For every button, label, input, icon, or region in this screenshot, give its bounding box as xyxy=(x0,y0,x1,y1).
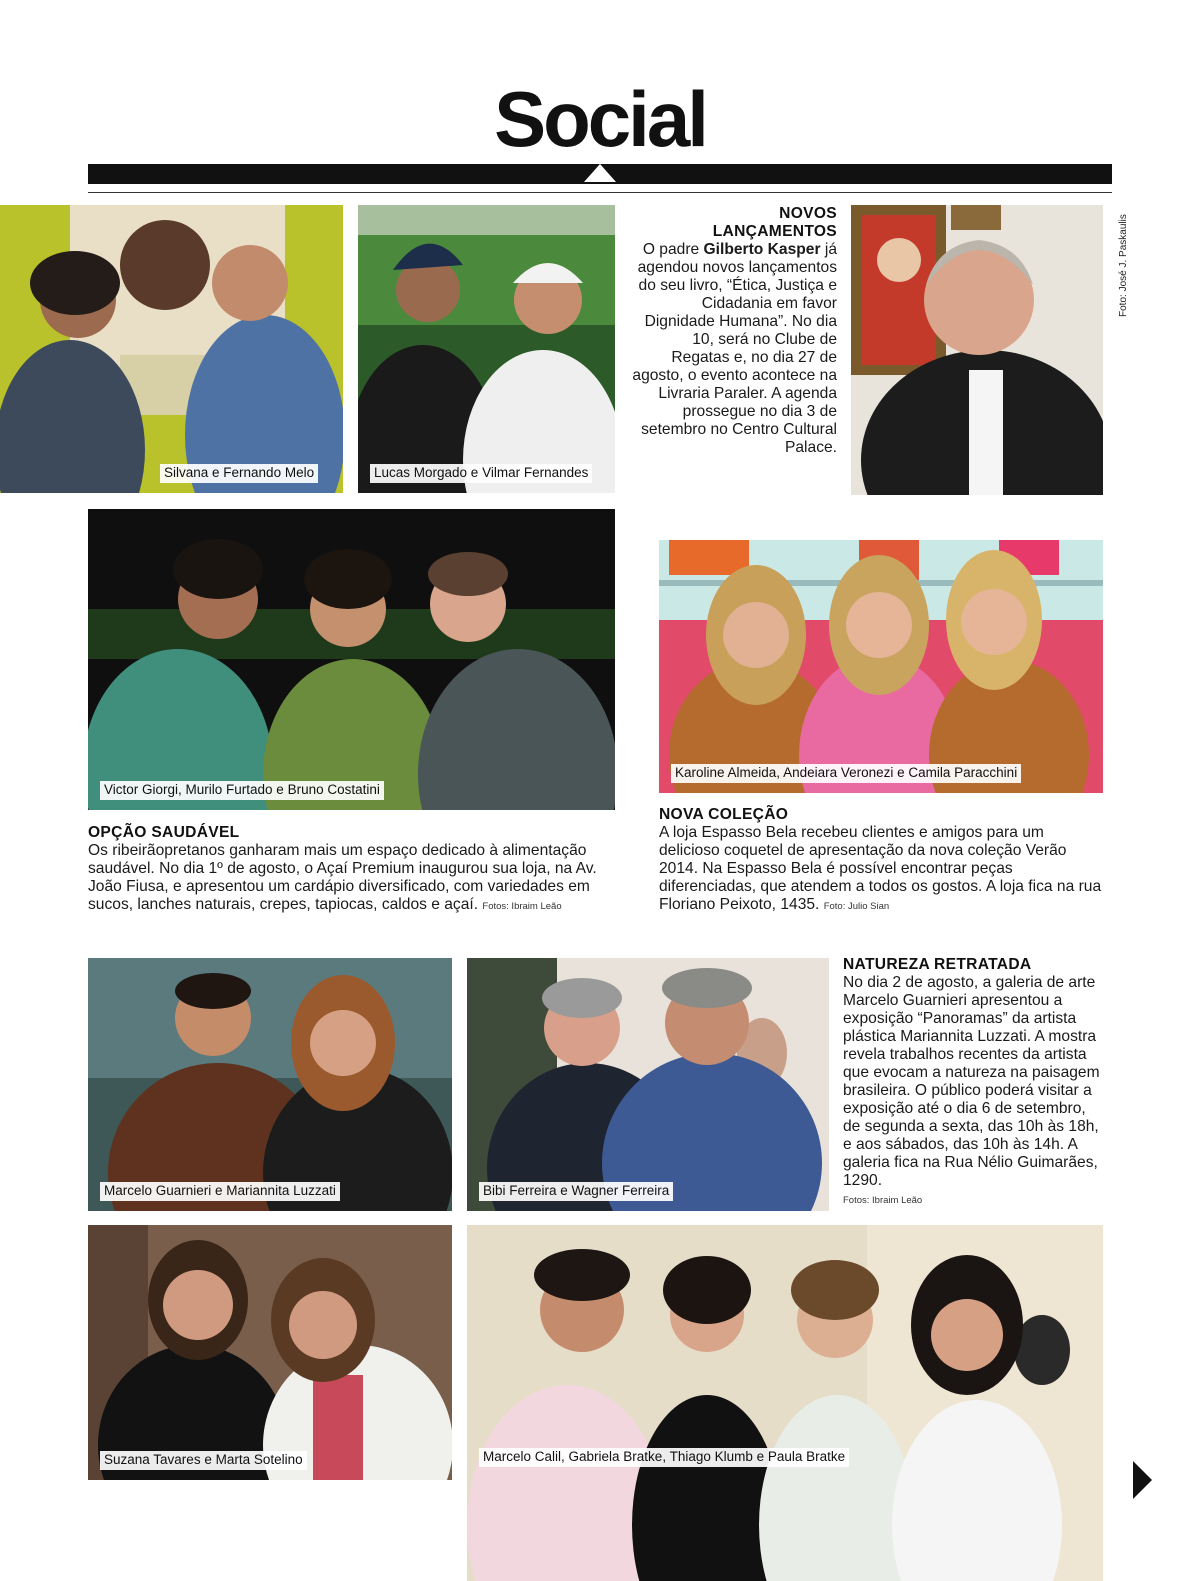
article-body-text: Os ribeirãopretanos ganharam mais um espaço dedicado à alimentação saudável. No dia 1º de agosto, o Açaí Premium inaugurou sua loja, na Av. João Fiusa, e apresentou um cardápio diversificado, com variedades em sucos, lanches naturais, crepes, tapiocas, caldos e açaí. xyxy=(88,842,597,913)
article-novos-lancamentos xyxy=(630,205,837,457)
article-body xyxy=(659,824,1103,916)
article-body xyxy=(630,241,837,457)
photo-gilberto-kasper xyxy=(851,205,1103,495)
photo-marcelo-mariannita xyxy=(88,958,452,1211)
photo-caption: Bibi Ferreira e Wagner Ferreira xyxy=(479,1182,673,1201)
photo-silvana-fernando xyxy=(0,205,343,493)
article-body xyxy=(88,842,618,916)
photo-caption: Silvana e Fernando Melo xyxy=(160,464,318,483)
photo-caption: Lucas Morgado e Vilmar Fernandes xyxy=(370,464,592,483)
article-heading: NOVOS xyxy=(779,205,837,222)
header-rule-notch xyxy=(584,164,616,182)
photo-caption: Suzana Tavares e Marta Sotelino xyxy=(100,1451,307,1470)
photo-credit: Foto: Julio Sian xyxy=(823,901,890,912)
photo-marcelo-gabriela-thiago-paula xyxy=(467,1225,1103,1581)
photo-caption: Victor Giorgi, Murilo Furtado e Bruno Costatini xyxy=(100,781,384,800)
article-person-name: Gilberto Kasper xyxy=(703,241,821,258)
section-title: Social xyxy=(494,75,706,163)
article-body-text: A loja Espasso Bela recebeu clientes e amigos para um delicioso coquetel de apresentação da nova coleção Verão 2014. Na Espasso Bela é possível encontrar peças diferenciadas, que atendem a todos os gostos. A loja fica na rua Floriano Peixoto, 1435. xyxy=(659,824,1102,913)
header-thin-rule xyxy=(88,192,1112,193)
article-intro: O padre xyxy=(642,241,704,258)
photo-credit-text: Foto: José J. Paskaulis xyxy=(1118,214,1129,317)
section-header xyxy=(0,75,1200,163)
article-nova-colecao xyxy=(659,806,1103,916)
article-heading: NOVA COLEÇÃO xyxy=(659,806,789,823)
article-opcao-saudavel xyxy=(88,824,618,916)
photo-credit: Fotos: Ibraim Leão xyxy=(482,901,562,912)
article-body-text: já agendou novos lançamentos do seu livro, “Ética, Justiça e Cidadania em favor Dignidade Humana”. No dia 10, será no Clube de Regatas e, no dia 27 de agosto, o evento acontece na Livraria Paraler. A agenda prossegue no dia 3 de setembro no Centro Cultural Palace. xyxy=(632,241,837,456)
photo-credit: Fotos: Ibraim Leão xyxy=(843,1195,923,1206)
photo-suzana-marta xyxy=(88,1225,452,1480)
photo-caption: Karoline Almeida, Andeiara Veronezi e Camila Paracchini xyxy=(671,764,1021,783)
photo-karoline-andeiara-camila xyxy=(659,540,1103,793)
photo-bibi-wagner xyxy=(467,958,829,1211)
photo-caption: Marcelo Guarnieri e Mariannita Luzzati xyxy=(100,1182,340,1201)
photo-lucas-vilmar xyxy=(358,205,615,493)
article-heading: NATUREZA RETRATADA xyxy=(843,956,1032,973)
article-body-text: No dia 2 de agosto, a galeria de arte Marcelo Guarnieri apresentou a exposição “Panoramas” da artista plástica Mariannita Luzzati. A mostra revela trabalhos recentes da artista que evocam a natureza na paisagem brasileira. O público poderá visitar a exposição até o dia 6 de setembro, de segunda a sexta, das 10h às 18h, e aos sábados, das 10h às 14h. A galeria fica na Rua Nélio Guimarães, 1290. xyxy=(843,974,1100,1189)
photo-caption: Marcelo Calil, Gabriela Bratke, Thiago Klumb e Paula Bratke xyxy=(479,1448,849,1467)
article-heading: LANÇAMENTOS xyxy=(712,223,837,240)
next-page-arrow-icon[interactable] xyxy=(1133,1461,1152,1499)
photo-credit-vertical xyxy=(1105,205,1129,325)
article-heading: OPÇÃO SAUDÁVEL xyxy=(88,824,240,841)
article-natureza-retratada xyxy=(843,956,1105,1210)
photo-victor-murilo-bruno xyxy=(88,509,615,810)
